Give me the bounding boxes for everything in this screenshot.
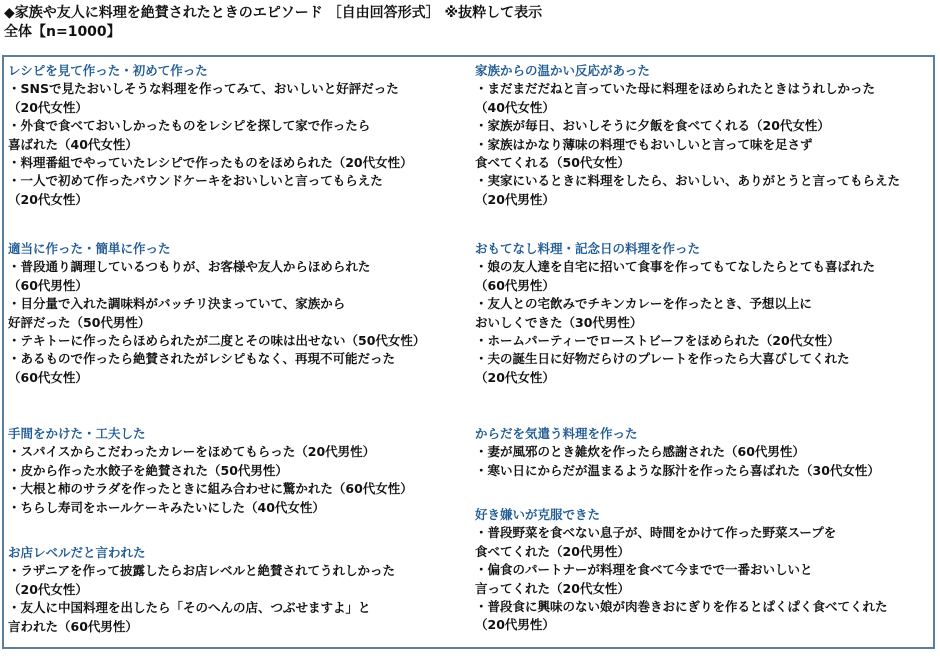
episode-line: ・目分量で入れた調味料がバッチリ決まっていて、家族から xyxy=(8,296,346,312)
section-heading: 適当に作った・簡単に作った xyxy=(8,241,171,256)
episode-line: （40代女性） xyxy=(475,99,555,115)
section-heading: お店レベルだと言われた xyxy=(8,545,146,560)
section xyxy=(475,425,880,480)
episode-line: ・一人で初めて作ったパウンドケーキをおいしいと言ってもらえた xyxy=(8,173,383,189)
episode-line: ・スパイスからこだわったカレーをほめてもらった（20代男性） xyxy=(8,444,376,460)
episode-line: ・あるもので作ったら絶賛されたがレシピもなく、再現不可能だった xyxy=(8,351,395,367)
episode-line: ・大根と柿のサラダを作ったときに組み合わせに驚かれた（60代女性） xyxy=(8,481,413,497)
episode-line: ・ラザニアを作って披露したらお店レベルと絶賛されてうれしかった xyxy=(8,563,396,579)
episode-line: （20代女性） xyxy=(8,581,88,597)
episode-line: 喜ばれた（40代女性） xyxy=(8,136,138,152)
section-heading: おもてなし料理・記念日の料理を作った xyxy=(475,241,701,256)
episode-line: ・皮から作った水餃子を絶賛された（50代男性） xyxy=(8,462,288,478)
episode-line: 食べてくれる（50代女性） xyxy=(475,155,630,171)
episode-line: ・家族が毎日、おいしそうに夕飯を食べてくれる（20代女性） xyxy=(475,118,830,134)
episode-line: ・まだまだだねと言っていた母に料理をほめられたときはうれしかった xyxy=(475,81,876,97)
episode-line: おいしくできた（30代男性） xyxy=(475,314,643,330)
episode-line: ・普段野菜を食べない息子が、時間をかけて作った野菜スープを xyxy=(475,525,837,541)
section-heading: 手間をかけた・工夫した xyxy=(8,426,146,441)
episode-line: ・友人との宅飲みでチキンカレーを作ったとき、予想以上に xyxy=(475,296,812,312)
episode-line: ・家族はかなり薄味の料理でもおいしいと言って味を足さず xyxy=(475,136,813,152)
section-heading: 家族からの温かい反応があった xyxy=(475,63,650,78)
episode-line: （20代男性） xyxy=(475,191,555,207)
episode-line: （20代男性） xyxy=(475,617,555,633)
episode-line: ・SNSで見たおいしそうな料理を作ってみて、おいしいと好評だった xyxy=(8,81,399,97)
episode-line: 言ってくれた（20代女性） xyxy=(475,580,630,596)
episode-line: （60代男性） xyxy=(8,277,88,293)
episode-line: ・友人に中国料理を出したら「そのへんの店、つぶせますよ」と xyxy=(8,600,371,616)
section xyxy=(475,62,900,209)
section xyxy=(475,240,875,387)
sample-size: 全体【n=1000】 xyxy=(4,24,121,40)
episode-line: （20代女性） xyxy=(8,99,88,115)
episode-line: 食べてくれた（20代男性） xyxy=(475,543,630,559)
section xyxy=(8,425,413,517)
title-text: ◆家族や友人に料理を絶賛されたときのエピソード ［自由回答形式］ ※抜粋して表示 xyxy=(4,5,543,21)
episode-line: （60代男性） xyxy=(475,277,555,293)
section-heading: レシピを見て作った・初めて作った xyxy=(8,63,208,78)
episode-line: ・ホームパーティーでローストビーフをほめられた（20代女性） xyxy=(475,333,840,349)
episode-line: ・夫の誕生日に好物だらけのプレートを作ったら大喜びしてくれた xyxy=(475,351,850,367)
section xyxy=(475,506,888,635)
episode-line: 言われた（60代男性） xyxy=(8,618,138,634)
page-title xyxy=(4,4,542,42)
section xyxy=(8,240,425,387)
episode-line: ・妻が風邪のとき雑炊を作ったら感謝された（60代男性） xyxy=(475,444,805,460)
episode-line: ・普段食に興味のない娘が肉巻きおにぎりを作るとぱくぱく食べてくれた xyxy=(475,599,888,615)
episode-line: ・偏食のパートナーが料理を食べて今までで一番おいしいと xyxy=(475,562,813,578)
episode-line: （20代女性） xyxy=(8,191,88,207)
episode-line: ・娘の友人達を自宅に招いて食事を作ってもてなしたらとても喜ばれた xyxy=(475,259,876,275)
episode-line: ・普段通り調理しているつもりが、お客様や友人からほめられた xyxy=(8,259,371,275)
section-heading: 好き嫌いが克服できた xyxy=(475,507,601,522)
episode-line: ・寒い日にからだが温まるような豚汁を作ったら喜ばれた（30代女性） xyxy=(475,462,880,478)
episode-line: ・外食で食べておいしかったものをレシピを探して家で作ったら xyxy=(8,118,371,134)
episode-line: （60代女性） xyxy=(8,369,88,385)
episode-line: ・ちらし寿司をホールケーキみたいにした（40代女性） xyxy=(8,499,325,515)
episode-line: 好評だった（50代男性） xyxy=(8,314,151,330)
episode-line: ・実家にいるときに料理をしたら、おいしい、ありがとうと言ってもらえた xyxy=(475,173,901,189)
section xyxy=(8,62,413,209)
episode-line: ・テキトーに作ったらほめられたが二度とその味は出せない（50代女性） xyxy=(8,333,426,349)
episode-line: （20代女性） xyxy=(475,369,555,385)
episode-line: ・料理番組でやっていたレシピで作ったものをほめられた（20代女性） xyxy=(8,155,413,171)
section-heading: からだを気遣う料理を作った xyxy=(475,426,638,441)
section xyxy=(8,544,395,636)
